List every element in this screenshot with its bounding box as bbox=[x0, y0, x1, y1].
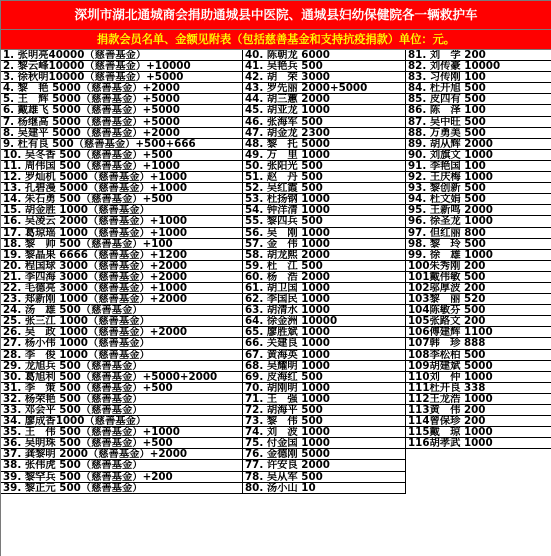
donor-cell: 72. 胡海平 500 bbox=[243, 405, 406, 416]
donor-cell: 33. 邓会平 500（慈善基金） bbox=[1, 405, 243, 416]
donor-cell: 112王龙浩 1000 bbox=[406, 394, 551, 405]
donor-cell: 1. 张明亮40000（慈善基金） bbox=[1, 50, 243, 61]
donor-cell: 17. 葛琼瑶 1000（慈善基金）+1000 bbox=[1, 228, 243, 239]
donor-cell: 61. 胡卫国 1000 bbox=[243, 283, 406, 294]
donor-cell: 76. 金德刚 5000 bbox=[243, 449, 406, 460]
donor-cell: 108李松柏 500 bbox=[406, 350, 551, 361]
donor-cell: 67. 黄海英 1000 bbox=[243, 350, 406, 361]
donor-column-3 bbox=[406, 50, 551, 449]
donor-cell: 21. 李四海 3000（慈善基金）+2000 bbox=[1, 272, 243, 283]
donor-cell: 16. 吴凌云 2000（慈善基金）+1000 bbox=[1, 216, 243, 227]
donor-cell: 44. 胡三蕙 2000 bbox=[243, 94, 406, 105]
donor-cell: 115戴 琼 1000 bbox=[406, 427, 551, 438]
donor-cell: 9. 杜有良 500（慈善基金）+500+666 bbox=[1, 139, 243, 150]
donor-cell: 78. 吴从军 500 bbox=[243, 472, 406, 483]
donor-cell: 40. 陈朝龙 6000 bbox=[243, 50, 406, 61]
donor-cell: 64. 徐金洲 10000 bbox=[243, 316, 406, 327]
donor-cell: 28. 李 俊 1000（慈善基金） bbox=[1, 350, 243, 361]
donor-cell: 59. 杜 江 500 bbox=[243, 261, 406, 272]
donor-cell: 62. 李国民 1000 bbox=[243, 294, 406, 305]
donor-cell: 20. 程国球 3000（慈善基金）+2000 bbox=[1, 261, 243, 272]
donor-cell: 70. 胡刚明 1000 bbox=[243, 383, 406, 394]
donor-cell: 45. 胡亚龙 1000 bbox=[243, 105, 406, 116]
donor-cell: 107韩 珍 888 bbox=[406, 338, 551, 349]
donor-cell: 10. 吴冬香 500（慈善基金）+500 bbox=[1, 150, 243, 161]
donor-cell: 35. 王 伟 500（慈善基金）+1000 bbox=[1, 427, 243, 438]
donor-cell: 85. 皮四有 500 bbox=[406, 94, 551, 105]
donor-cell: 32. 杨荣艳 500（慈善基金） bbox=[1, 394, 243, 405]
donor-cell: 34. 廖成香1000（慈善基金） bbox=[1, 416, 243, 427]
donor-cell: 22. 毛德亮 3000（慈善基金）+1000 bbox=[1, 283, 243, 294]
donor-cell: 54. 钟洋清 1000 bbox=[243, 205, 406, 216]
donor-cell: 66. 关建良 1000 bbox=[243, 338, 406, 349]
donor-cell: 31. 李 策 500（慈善基金）+500 bbox=[1, 383, 243, 394]
donor-cell: 109胡建斌 5000 bbox=[406, 361, 551, 372]
donor-cell: 36. 吴明珠 500（慈善基金）+500 bbox=[1, 438, 243, 449]
donor-column-1 bbox=[1, 50, 243, 494]
donor-cell: 77. 许安良 2000 bbox=[243, 460, 406, 471]
donor-cell: 6. 戴雄飞 5000（慈善基金）+5000 bbox=[1, 105, 243, 116]
donor-cell: 65. 廖胜斌 1000 bbox=[243, 327, 406, 338]
donor-cell: 83. 习传刚 100 bbox=[406, 72, 551, 83]
donor-cell: 52. 吴红霞 500 bbox=[243, 183, 406, 194]
donor-column-2 bbox=[243, 50, 406, 494]
donor-cell: 47. 胡金龙 2300 bbox=[243, 128, 406, 139]
donor-cell: 58. 胡龙熙 2000 bbox=[243, 250, 406, 261]
donor-columns bbox=[1, 50, 551, 494]
donor-cell: 49. 万 里 1000 bbox=[243, 150, 406, 161]
donor-cell: 23. 郑新刚 1000（慈善基金）+2000 bbox=[1, 294, 243, 305]
donor-cell: 19. 黎晶果 6666（慈善基金）+1200 bbox=[1, 250, 243, 261]
donor-cell: 113黄 伟 200 bbox=[406, 405, 551, 416]
donor-cell: 110刘 仲 1000 bbox=[406, 372, 551, 383]
donor-cell: 114曾保珍 200 bbox=[406, 416, 551, 427]
donor-cell: 37. 龚黎明 2000（慈善基金）+2000 bbox=[1, 449, 243, 460]
donor-cell: 2. 黎云峰10000（慈善基金）+10000 bbox=[1, 61, 243, 72]
donor-cell: 15. 胡金胜 1000（慈善基金） bbox=[1, 205, 243, 216]
donor-cell: 102邬厚波 200 bbox=[406, 283, 551, 294]
donor-cell: 8. 吴建平 5000（慈善基金）+2000 bbox=[1, 128, 243, 139]
donor-cell: 13. 孔碧漫 5000（慈善基金）+1000 bbox=[1, 183, 243, 194]
donor-cell: 38. 张伟虎 500（慈善基金） bbox=[1, 460, 243, 471]
donor-cell: 41. 吴艳兵 500 bbox=[243, 61, 406, 72]
donor-cell: 56. 吴 刚 1000 bbox=[243, 228, 406, 239]
donor-cell: 24. 汤 雄 500（慈善基金） bbox=[1, 305, 243, 316]
donor-cell: 63. 胡清水 1000 bbox=[243, 305, 406, 316]
donor-cell: 74. 刘 波 1000 bbox=[243, 427, 406, 438]
donor-cell: 42. 胡 荣 3000 bbox=[243, 72, 406, 83]
donor-cell: 51. 赵 丹 500 bbox=[243, 172, 406, 183]
donor-cell: 103黎 丽 520 bbox=[406, 294, 551, 305]
donor-cell: 60. 杨 浩 2000 bbox=[243, 272, 406, 283]
donor-cell: 82. 刘传豪 10000 bbox=[406, 61, 551, 72]
donor-cell: 80. 汤小山 10 bbox=[243, 483, 406, 494]
donor-cell: 86. 陈 泽 100 bbox=[406, 105, 551, 116]
donor-cell: 99. 徐 雄 1000 bbox=[406, 250, 551, 261]
donor-cell: 26. 吴 政 1000（慈善基金）+2000 bbox=[1, 327, 243, 338]
donor-cell: 12. 罗灿机 5000（慈善基金）+1000 bbox=[1, 172, 243, 183]
donor-cell: 104陈敏芬 500 bbox=[406, 305, 551, 316]
donor-cell: 57. 金 伟 1000 bbox=[243, 239, 406, 250]
donor-cell: 4. 黎 艳 5000（慈善基金）+2000 bbox=[1, 83, 243, 94]
donor-cell: 98. 黎 玲 500 bbox=[406, 239, 551, 250]
donor-cell: 96. 徐圣龙 1000 bbox=[406, 216, 551, 227]
donor-cell: 68. 吴耀明 1000 bbox=[243, 361, 406, 372]
donor-cell: 91. 李艳国 100 bbox=[406, 161, 551, 172]
donor-cell: 89. 胡从辉 2000 bbox=[406, 139, 551, 150]
donor-cell: 75. 付金国 1000 bbox=[243, 438, 406, 449]
donor-cell: 53. 杜扬钢 1000 bbox=[243, 194, 406, 205]
donor-cell: 94. 杜文娟 500 bbox=[406, 194, 551, 205]
donor-cell: 50. 张阳光 500 bbox=[243, 161, 406, 172]
sheet-title: 深圳市湖北通城商会捐助通城县中医院、通城县妇幼保健院各一辆救护车 bbox=[1, 1, 551, 30]
donor-cell: 106傅建辉 1100 bbox=[406, 327, 551, 338]
donor-cell: 46. 张海军 500 bbox=[243, 117, 406, 128]
donor-cell: 39. 黎罕兵 500（慈善基金）+200 bbox=[1, 472, 243, 483]
donor-cell: 105张路文 200 bbox=[406, 316, 551, 327]
donor-cell: 39. 黎正元 500（慈善基金） bbox=[1, 483, 243, 494]
donor-cell: 3. 徐秋明10000（慈善基金）+5000 bbox=[1, 72, 243, 83]
donor-cell: 87. 吴中旺 500 bbox=[406, 117, 551, 128]
donor-cell: 81. 刘 学 200 bbox=[406, 50, 551, 61]
donor-cell: 18. 黎 帅 500（慈善基金）+100 bbox=[1, 239, 243, 250]
donor-cell: 100朱秀刚 200 bbox=[406, 261, 551, 272]
donor-cell: 29. 龙旭兵 500（慈善基金） bbox=[1, 361, 243, 372]
donor-cell: 90. 刘旗文 1000 bbox=[406, 150, 551, 161]
donor-cell: 7. 杨继高 5000（慈善基金）+5000 bbox=[1, 117, 243, 128]
donor-cell: 25. 张三江 1000（慈善基金） bbox=[1, 316, 243, 327]
donor-cell: 101戴伟敏 500 bbox=[406, 272, 551, 283]
donor-cell: 92. 王庆梅 1000 bbox=[406, 172, 551, 183]
donor-cell: 14. 朱石勇 500（慈善基金）+500 bbox=[1, 194, 243, 205]
sheet-subtitle: 捐款会员名单、金额见附表（包括慈善基金和支持抗疫捐款）单位：元。 bbox=[1, 30, 551, 50]
donor-cell: 84. 杜开旭 500 bbox=[406, 83, 551, 94]
donor-cell: 95. 王新鸣 2000 bbox=[406, 205, 551, 216]
donor-cell: 71. 王 强 1000 bbox=[243, 394, 406, 405]
donor-cell: 73. 黎 伟 500 bbox=[243, 416, 406, 427]
donor-cell: 116胡孝武 1000 bbox=[406, 438, 551, 449]
donor-cell: 88. 万勇美 500 bbox=[406, 128, 551, 139]
donor-cell: 69. 皮海红 500 bbox=[243, 372, 406, 383]
donor-cell: 111杜开良 338 bbox=[406, 383, 551, 394]
donor-cell: 11. 周伟国 500（慈善基金）+1000 bbox=[1, 161, 243, 172]
donor-cell: 97. 但红丽 800 bbox=[406, 228, 551, 239]
donor-cell: 43. 罗先丽 2000+5000 bbox=[243, 83, 406, 94]
donor-cell: 55. 黎四兵 500 bbox=[243, 216, 406, 227]
donor-cell: 30. 葛旭利 500（慈善基金）+5000+2000 bbox=[1, 372, 243, 383]
donor-cell: 48. 黎 托 5000 bbox=[243, 139, 406, 150]
donor-cell: 5. 王 辉 5000（慈善基金）+5000 bbox=[1, 94, 243, 105]
donor-cell: 27. 杨小伟 1000（慈善基金） bbox=[1, 338, 243, 349]
donor-cell: 93. 黎创新 500 bbox=[406, 183, 551, 194]
